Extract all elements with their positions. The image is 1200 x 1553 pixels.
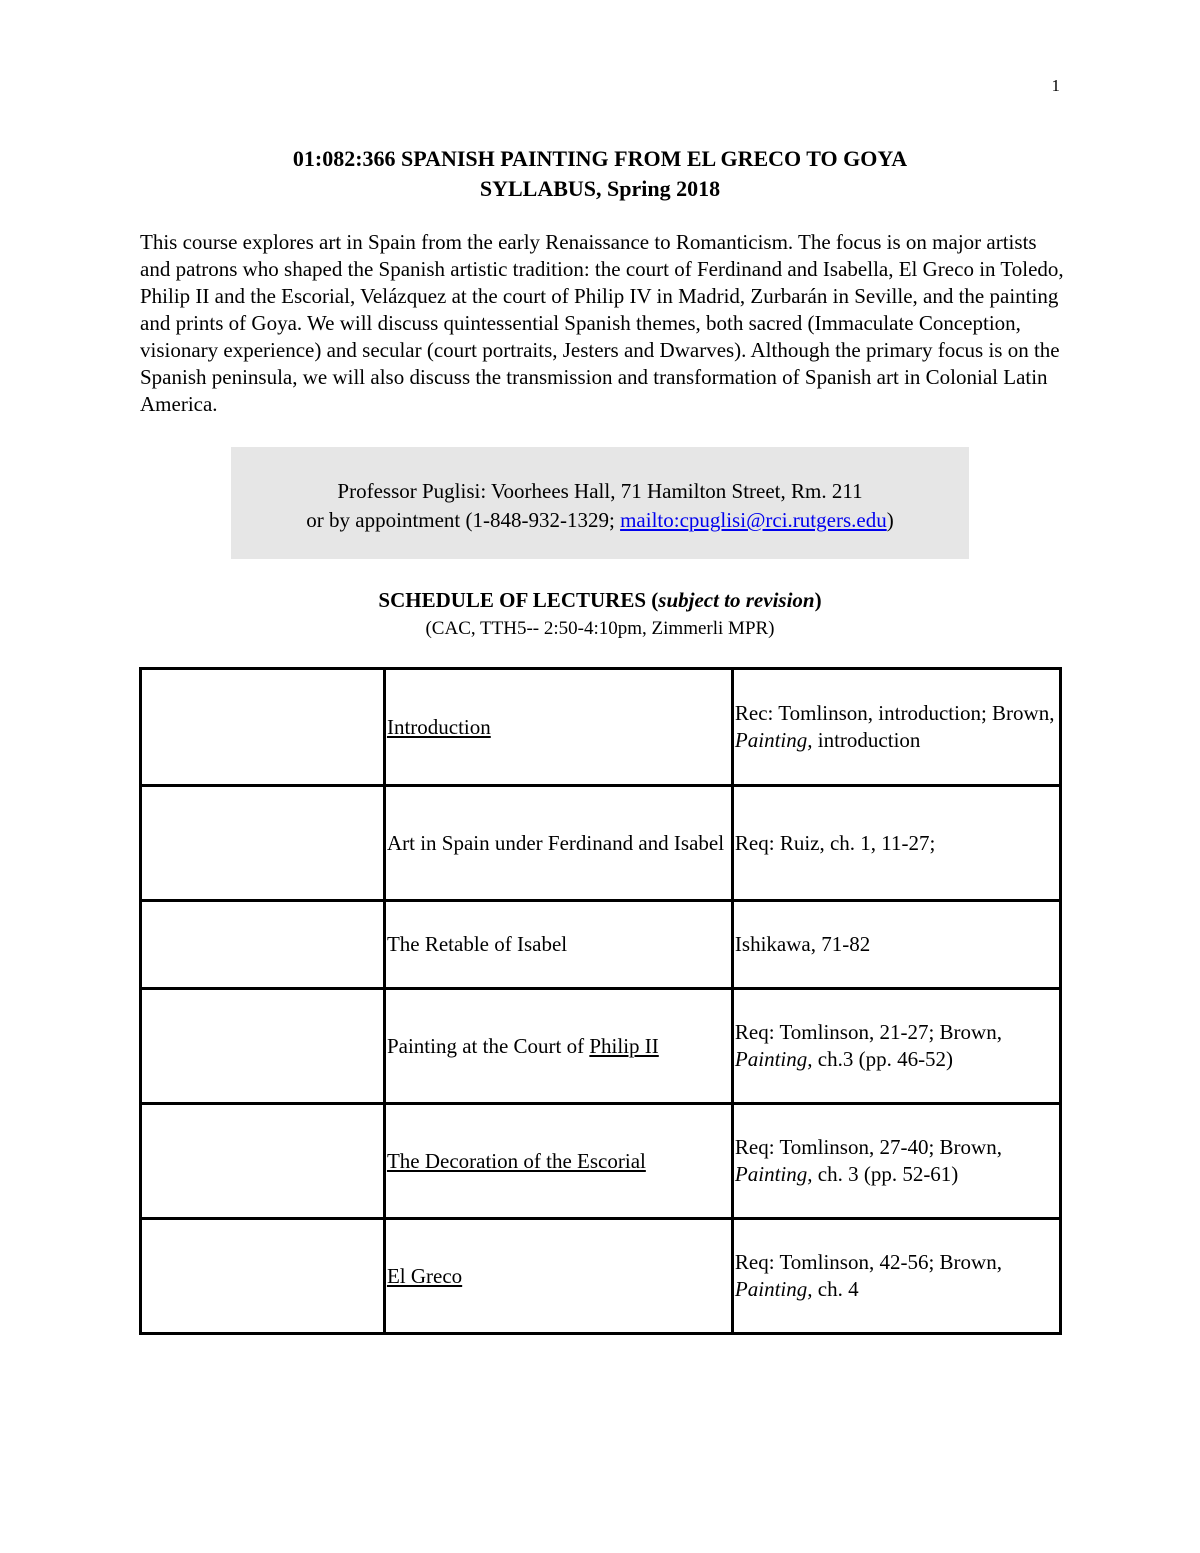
topic-cell <box>384 989 732 1104</box>
reading-cell <box>732 989 1060 1104</box>
office-location: Professor Puglisi: Voorhees Hall, 71 Hamilton Street, Rm. 211 <box>337 479 863 503</box>
table-row <box>141 669 1061 786</box>
page-number: 1 <box>1051 76 1060 95</box>
topic-cell <box>384 1104 732 1219</box>
schedule-heading-note: subject to revision <box>658 588 815 612</box>
topic-cell: The Retable of Isabel <box>384 901 732 989</box>
table-row <box>141 1104 1061 1219</box>
page-title <box>140 144 1060 204</box>
schedule-heading-close: ) <box>814 588 822 612</box>
reading-cell <box>732 1104 1060 1219</box>
topic-title: Introduction <box>386 714 491 739</box>
reading-text-rest: ch. 3 (pp. 52-61) <box>812 1162 959 1186</box>
appointment-close: ) <box>886 508 894 532</box>
contact-box <box>231 447 969 559</box>
course-description: This course explores art in Spain from the early Renaissance to Romanticism. The focus is on major artists and patrons who shaped the Spanish artistic tradition: the court of Ferdinand and Isabella, El Greco in Toledo, Philip II and the Escorial, Velázquez at the court of Philip IV in Madrid, Zurbarán in Seville, and the painting and prints of Goya. We will discuss quintessential Spanish themes, both sacred (Immaculate Conception, visionary experience) and secular (court portraits, Jesters and Dwarves). Although the primary focus is on the Spanish peninsula, we will also discuss the transmission and transformation of Spanish art in Colonial Latin America. <box>140 230 1064 416</box>
reading-cell: Ishikawa, 71-82 <box>732 901 1060 989</box>
schedule-subheading: (CAC, TTH5-- 2:50-4:10pm, Zimmerli MPR) <box>425 618 775 639</box>
topic-cell <box>384 669 732 786</box>
reading-text: Req: Tomlinson, 27-40; Brown, <box>734 1135 1002 1159</box>
date-cell <box>141 1219 385 1334</box>
table-row <box>141 901 1061 989</box>
appointment-text: or by appointment (1-848-932-1329; <box>306 508 621 532</box>
email-link[interactable]: mailto:cpuglisi@rci.rutgers.edu <box>620 508 887 532</box>
table-row <box>141 786 1061 901</box>
topic-cell: Art in Spain under Ferdinand and Isabel <box>384 786 732 901</box>
reading-book: Painting, <box>734 1162 813 1186</box>
date-cell <box>141 786 385 901</box>
topic-cell <box>384 1219 732 1334</box>
reading-text-rest: introduction <box>812 728 921 752</box>
reading-text-rest: ch. 4 <box>812 1277 859 1301</box>
reading-book: Painting, <box>734 1277 813 1301</box>
date-cell <box>141 989 385 1104</box>
table-row <box>141 1219 1061 1334</box>
date-cell <box>141 1104 385 1219</box>
topic-title: El Greco <box>386 1263 463 1288</box>
reading-cell <box>732 1219 1060 1334</box>
syllabus-term: SYLLABUS, Spring 2018 <box>479 176 721 201</box>
reading-cell <box>732 669 1060 786</box>
date-cell <box>141 901 385 989</box>
reading-book: Painting, <box>734 1047 813 1071</box>
course-title: 01:082:366 SPANISH PAINTING FROM EL GRECO TO GOYA <box>292 146 908 171</box>
reading-text: Req: Tomlinson, 21-27; Brown, <box>734 1020 1002 1044</box>
reading-text-rest: ch.3 (pp. 46-52) <box>812 1047 954 1071</box>
topic-title: The Decoration of the Escorial <box>386 1148 646 1173</box>
schedule-heading-main: SCHEDULE OF LECTURES ( <box>378 588 659 612</box>
topic-title: Philip II <box>589 1033 659 1058</box>
reading-cell: Req: Ruiz, ch. 1, 11-27; <box>732 786 1060 901</box>
date-cell <box>141 669 385 786</box>
lecture-table <box>139 667 1062 1335</box>
reading-text: Rec: Tomlinson, introduction; Brown, <box>734 701 1055 725</box>
schedule-heading <box>140 587 1060 613</box>
reading-text: Req: Tomlinson, 42-56; Brown, <box>734 1250 1002 1274</box>
reading-book: Painting, <box>734 728 813 752</box>
table-row <box>141 989 1061 1104</box>
topic-text: Painting at the Court of <box>386 1033 590 1058</box>
appointment-line <box>231 506 969 535</box>
